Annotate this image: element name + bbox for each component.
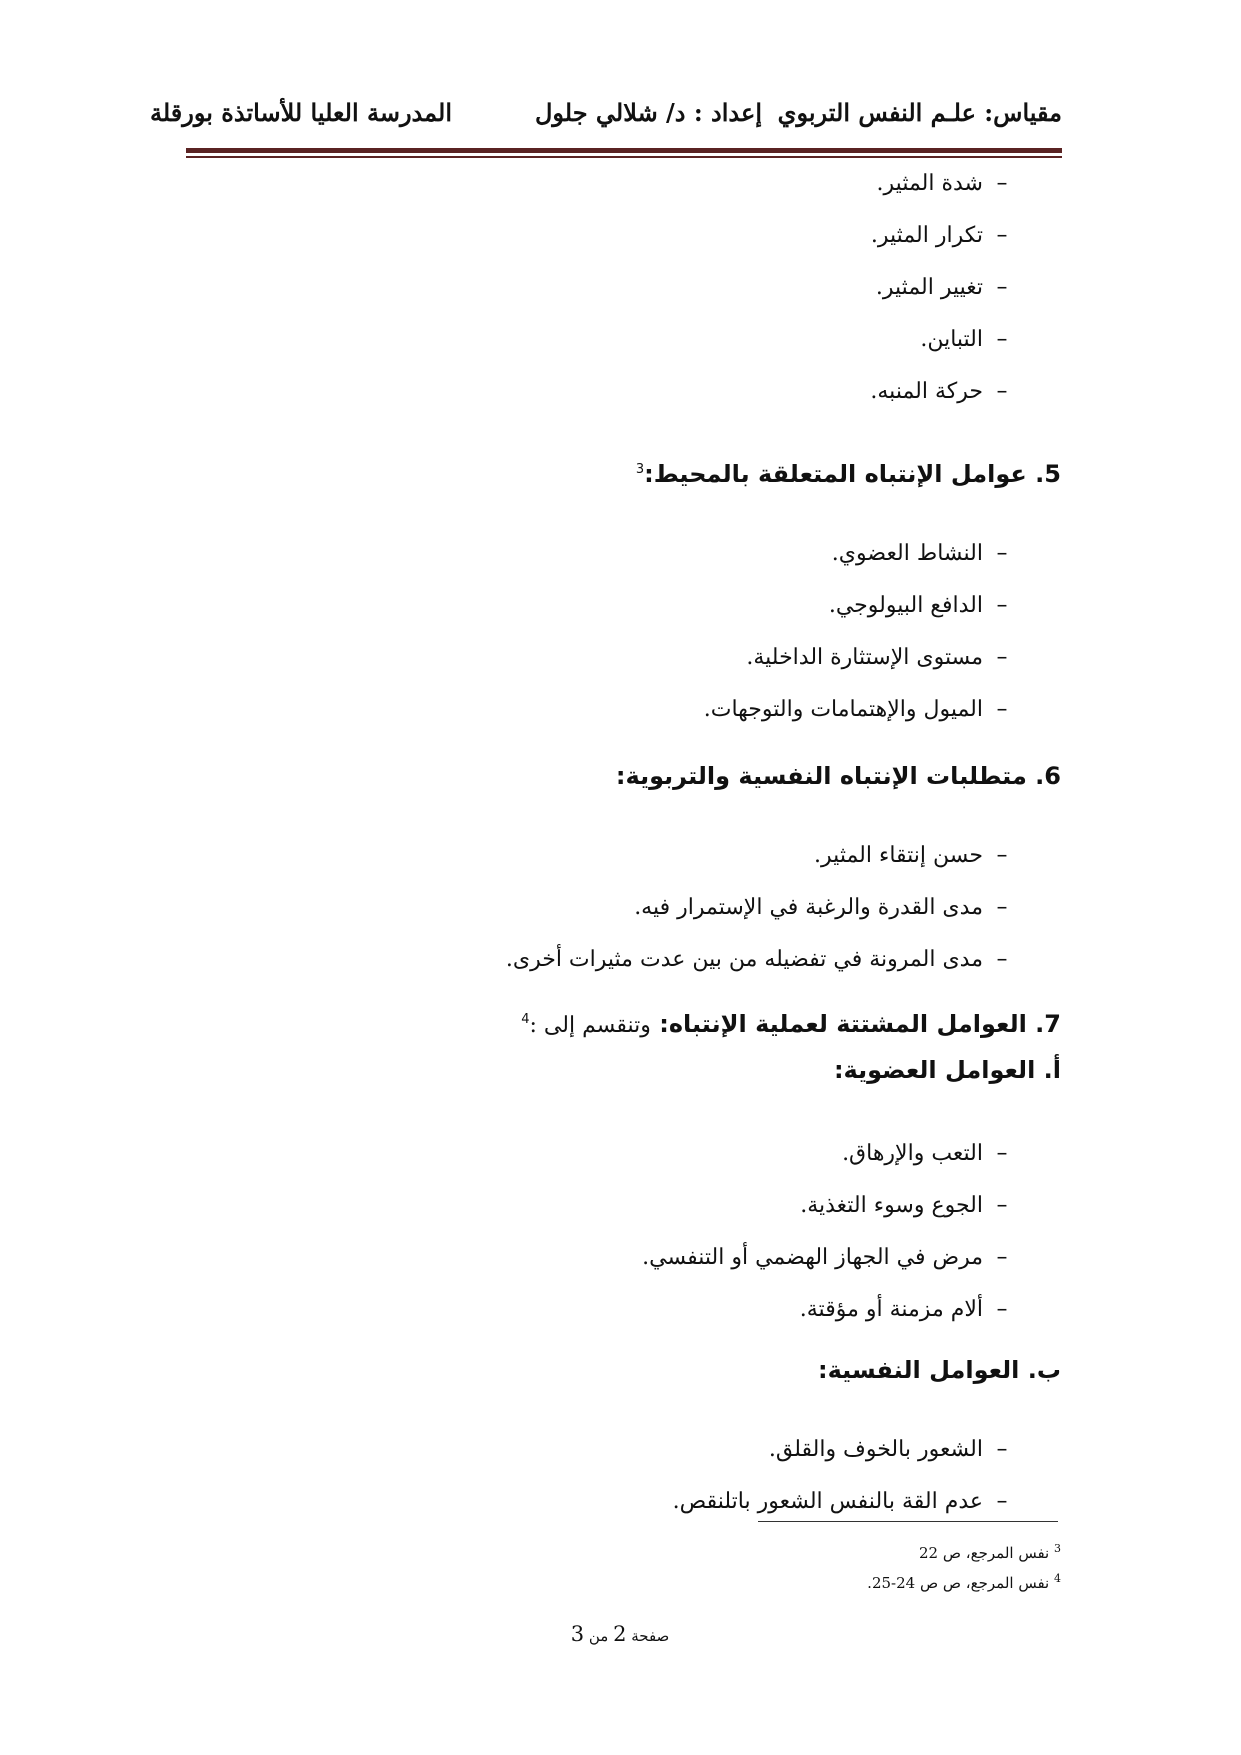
footnote-text: نفس المرجع، ص ص 24-25. <box>867 1574 1050 1592</box>
list-item: –الشعور بالخوف والقلق. <box>673 1424 1021 1476</box>
header-school: المدرسة العليا للأساتذة بورقلة <box>149 98 452 127</box>
list-item: –التباين. <box>870 314 1021 366</box>
page-header <box>149 98 1062 134</box>
bullet-dash: – <box>996 1489 1008 1514</box>
list-item: –الدافع البيولوجي. <box>704 580 1021 632</box>
list-item: –حسن إنتقاء المثير. <box>506 830 1021 882</box>
list-item: –شدة المثير. <box>870 158 1021 210</box>
bullet-dash: – <box>996 843 1008 868</box>
footnote-text: نفس المرجع، ص 22 <box>919 1544 1050 1562</box>
list-item: –الميول والإهتمامات والتوجهات. <box>704 684 1021 736</box>
page-current: 2 <box>613 1622 627 1646</box>
stimulus-factors-list <box>870 158 1021 418</box>
bullet-dash: – <box>996 593 1008 618</box>
bullet-dash: – <box>996 1193 1008 1218</box>
footnote-number: 3 <box>1054 1542 1061 1555</box>
bullet-dash: – <box>996 1437 1008 1462</box>
bullet-dash: – <box>996 895 1008 920</box>
footnote-separator <box>758 1521 1058 1522</box>
bullet-dash: – <box>996 171 1008 196</box>
header-rule <box>186 148 1062 153</box>
footnote-number: 4 <box>1054 1572 1061 1585</box>
footnote-3 <box>919 1542 1061 1562</box>
list-item: –الجوع وسوء التغذية. <box>642 1180 1021 1232</box>
section-7b-list <box>673 1424 1021 1528</box>
section-7b-heading: ب. العوامل النفسية: <box>818 1356 1061 1384</box>
bullet-dash: – <box>996 541 1008 566</box>
bullet-dash: – <box>996 275 1008 300</box>
section-6-heading: 6. متطلبات الإنتباه النفسية والتربوية: <box>615 762 1061 790</box>
footnote-ref-3: 3 <box>635 462 645 477</box>
section-7-heading-tail: وتنقسم إلى : <box>529 1013 651 1038</box>
list-item: –النشاط العضوي. <box>704 528 1021 580</box>
bullet-dash: – <box>996 645 1008 670</box>
list-item: –مدى القدرة والرغبة في الإستمرار فيه. <box>506 882 1021 934</box>
page-number <box>520 1622 720 1646</box>
section-5-heading: 5. عوامل الإنتباه المتعلقة بالمحيط:$^3$ <box>635 460 1061 488</box>
header-author: إعداد : د/ شلالي جلول <box>534 98 762 127</box>
page-total: 3 <box>570 1622 585 1646</box>
section-6-list <box>506 830 1021 986</box>
list-item: –تغيير المثير. <box>870 262 1021 314</box>
section-7a-list <box>642 1128 1021 1336</box>
bullet-dash: – <box>996 327 1008 352</box>
bullet-dash: – <box>996 379 1008 404</box>
list-item: –التعب والإرهاق. <box>642 1128 1021 1180</box>
list-item: –مدى المرونة في تفضيله من بين عدت مثيرات أخرى. <box>506 934 1021 986</box>
list-item: –مستوى الإستثارة الداخلية. <box>704 632 1021 684</box>
footnote-ref-4: 4 <box>521 1012 530 1027</box>
page-word: صفحة <box>631 1627 670 1645</box>
section-7-heading: 7. العوامل المشتتة لعملية الإنتباه: وتنقسم إلى :$^4$ <box>521 1010 1061 1038</box>
bullet-dash: – <box>996 223 1008 248</box>
list-item: –تكرار المثير. <box>870 210 1021 262</box>
list-item: –عدم القة بالنفس الشعور باتلنقص. <box>673 1476 1021 1528</box>
footnote-4 <box>867 1572 1061 1592</box>
bullet-dash: – <box>996 697 1008 722</box>
bullet-dash: – <box>996 1141 1008 1166</box>
section-7a-heading: أ. العوامل العضوية: <box>833 1056 1061 1084</box>
list-item: –ألام مزمنة أو مؤقتة. <box>642 1284 1021 1336</box>
bullet-dash: – <box>996 1245 1008 1270</box>
list-item: –مرض في الجهاز الهضمي أو التنفسي. <box>642 1232 1021 1284</box>
bullet-dash: – <box>996 947 1008 972</box>
page-of-word: من <box>588 1627 609 1645</box>
header-course-title: مقياس: علـم النفس التربوي <box>777 98 1062 127</box>
bullet-dash: – <box>996 1297 1008 1322</box>
section-5-list <box>704 528 1021 736</box>
list-item: –حركة المنبه. <box>870 366 1021 418</box>
